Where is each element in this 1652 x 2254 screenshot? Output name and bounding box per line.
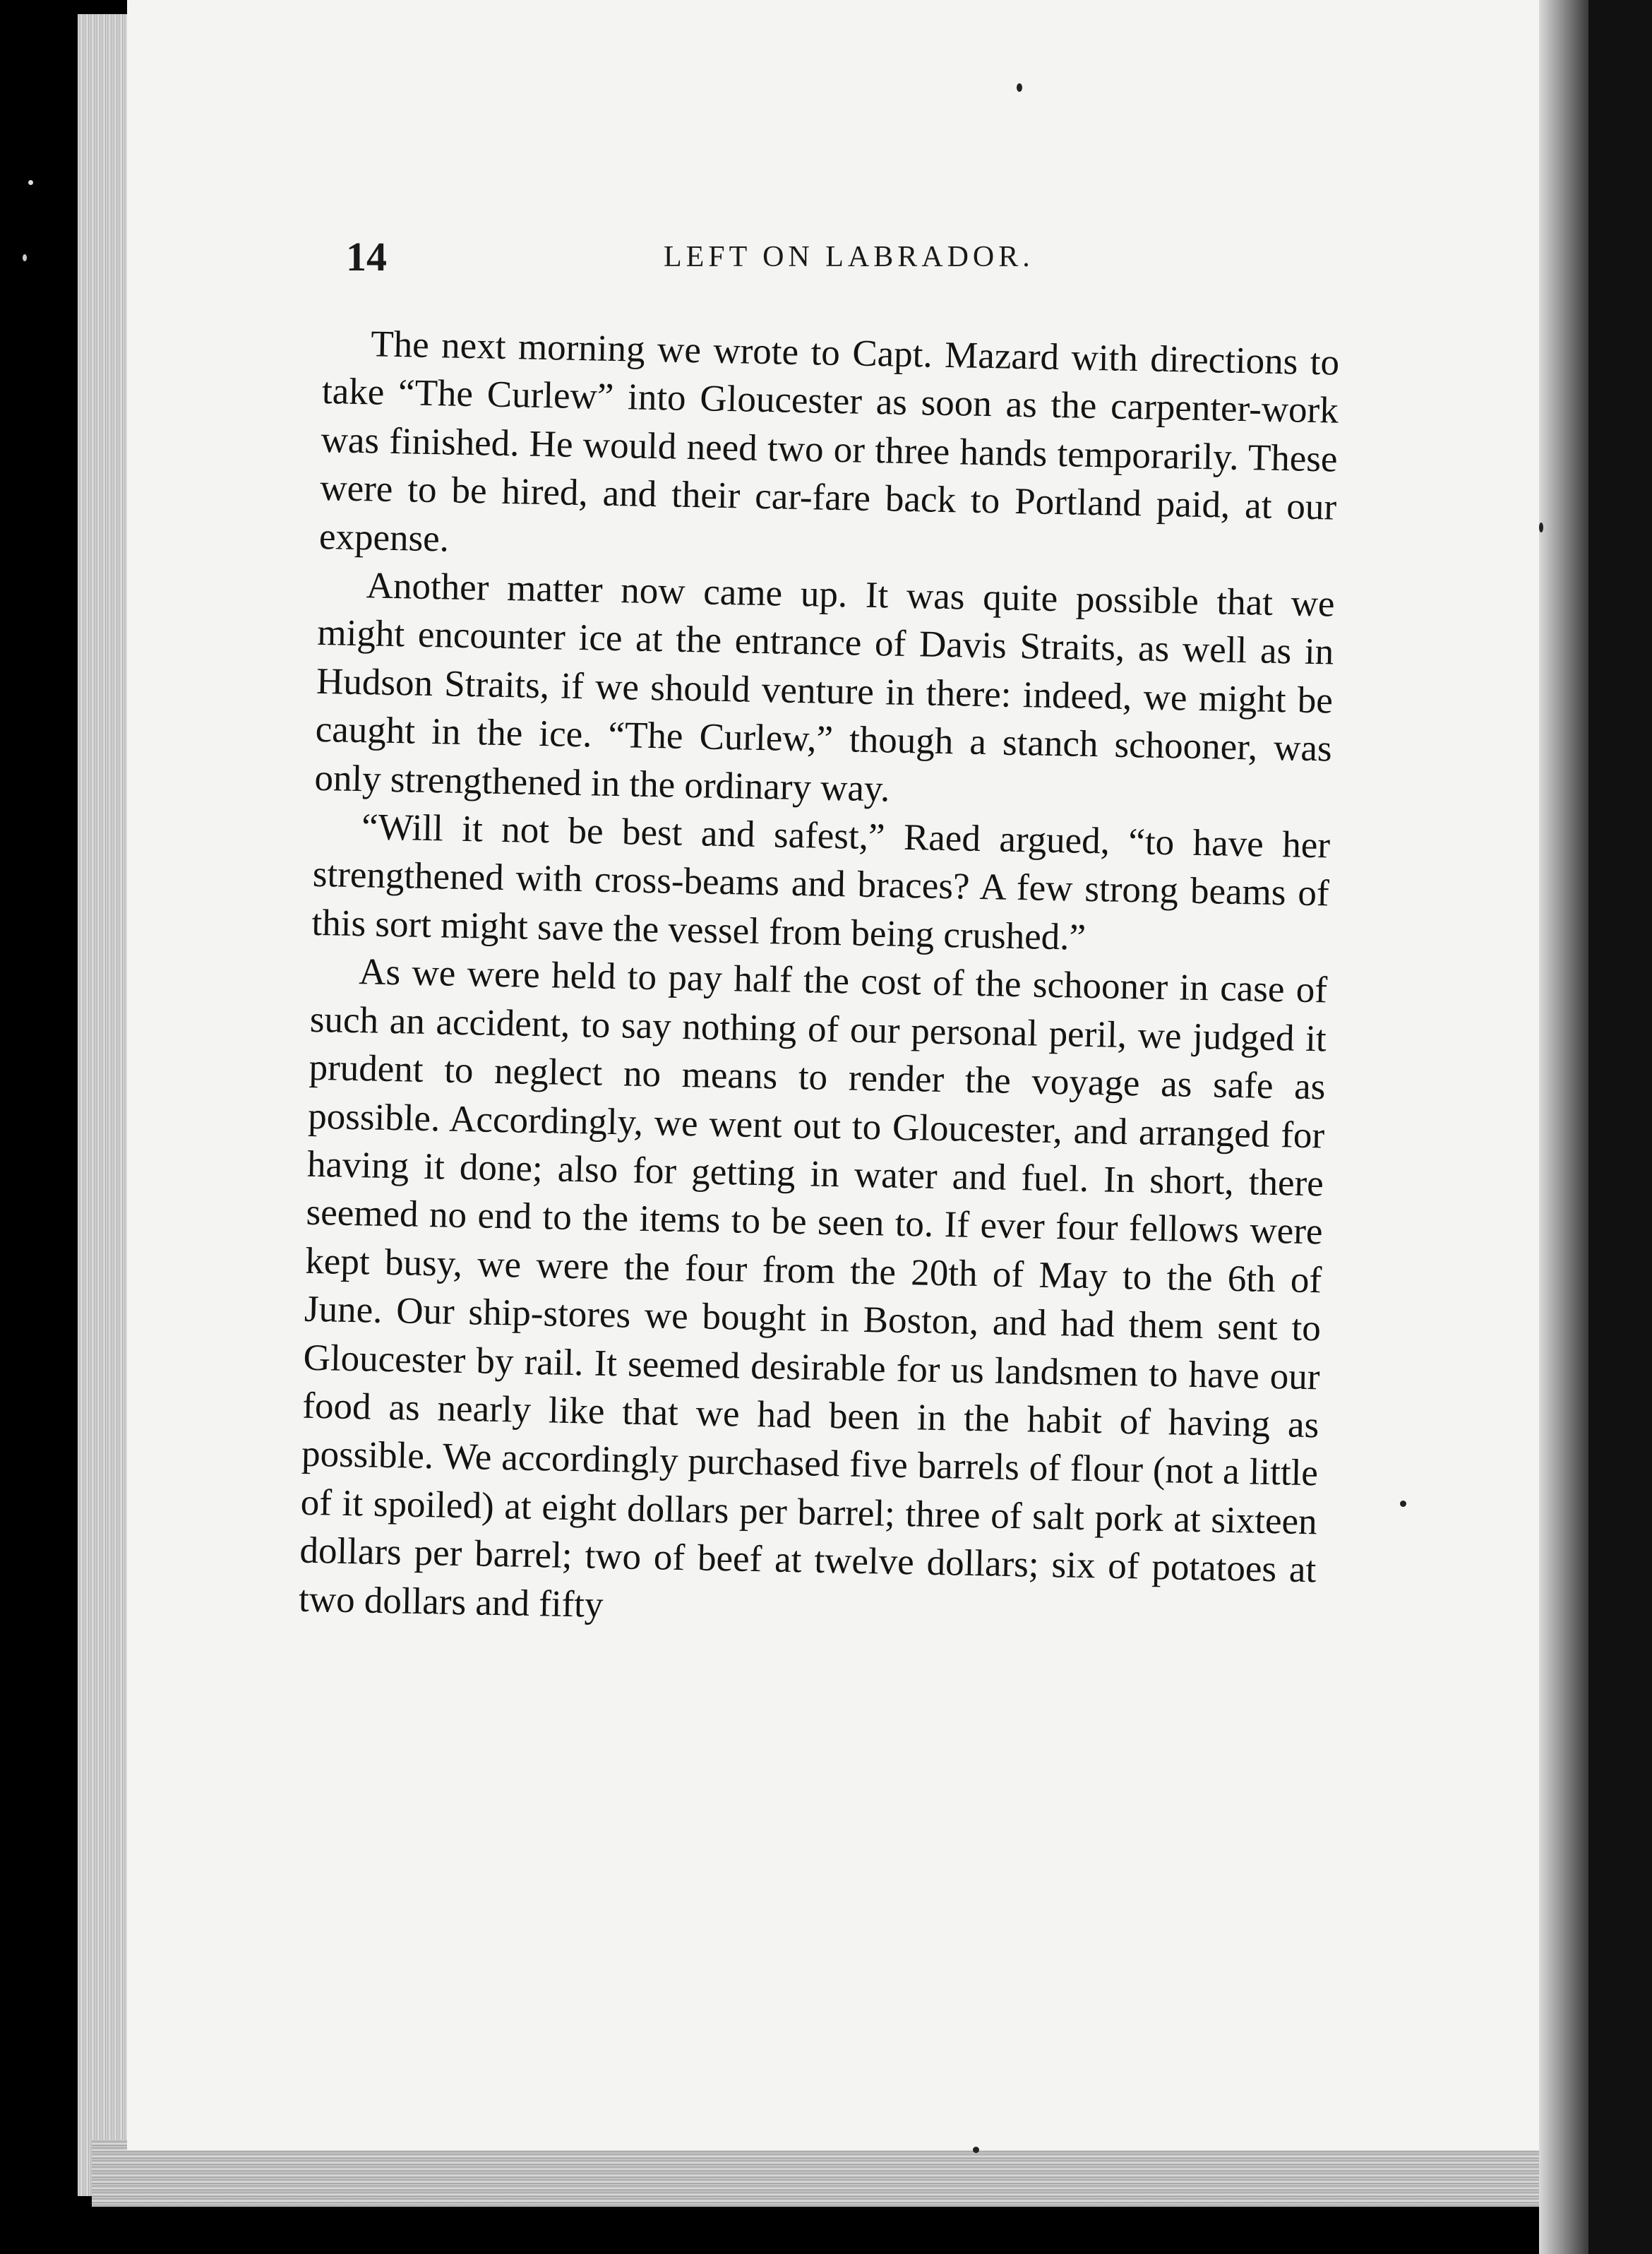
book-binding xyxy=(1539,0,1588,2254)
page-number: 14 xyxy=(346,234,387,280)
running-title: LEFT ON LABRADOR. xyxy=(664,241,1034,273)
paragraph-2: Another matter now came up. It was quite possible that we might encounter ice at the entrance of Davis Straits, as well as in Hudson Straits, if we should venture in there: indeed, we might be caught in the ice. “The Curlew,” though a stanch schooner, was only strengthened in the ordinary way. xyxy=(313,565,1336,810)
scan-speck xyxy=(973,2147,979,2153)
paragraph-3: “Will it not be best and safest,” Raed argued, “to have her strengthened with cross-beams and braces? A few strong beams of this sort might save the vessel from being crushed.” xyxy=(311,806,1331,958)
scan-speck xyxy=(1400,1501,1406,1507)
page-edge-stack xyxy=(78,14,127,2196)
running-head xyxy=(346,233,1341,290)
scan-speck xyxy=(23,254,27,261)
scan-speck xyxy=(1539,523,1543,532)
paragraph-1: The next morning we wrote to Capt. Mazard with directions to take “The Curlew” into Gloucester as soon as the carpenter-work was finished. He would need two or three hands temporarily. These were to be hired, and their car-fare back to Portland paid, at our expense. xyxy=(318,323,1340,560)
binding-shadow xyxy=(1588,0,1652,2254)
scan-speck xyxy=(1017,83,1022,92)
body-text xyxy=(299,319,1340,1642)
paragraph-4: As we were held to pay half the cost of the schooner in case of such an accident, to say nothing of our personal peril, we judged it prudent to neglect no means to render the voyage as safe as possible. Accordingly, we went out to Gloucester, and arranged for having it done; also for getting in water and fuel. In short, there seemed no end to the items to be seen to. If ever four fellows were kept busy, we were the four from the 20th of May to the 6th of June. Our ship-stores we bought in Boston, and had them sent to Gloucester by rail. It seemed desirable for us landsmen to have our food as nearly like that we had been in the habit of having as possible. We accordingly purchased five barrels of flour (not a little of it spoiled) at eight dollars per barrel; three of salt pork at sixteen dollars per barrel; two of beef at twelve dollars; six of potatoes at two dollars and fifty xyxy=(298,951,1328,1626)
scan-speck xyxy=(28,180,33,185)
